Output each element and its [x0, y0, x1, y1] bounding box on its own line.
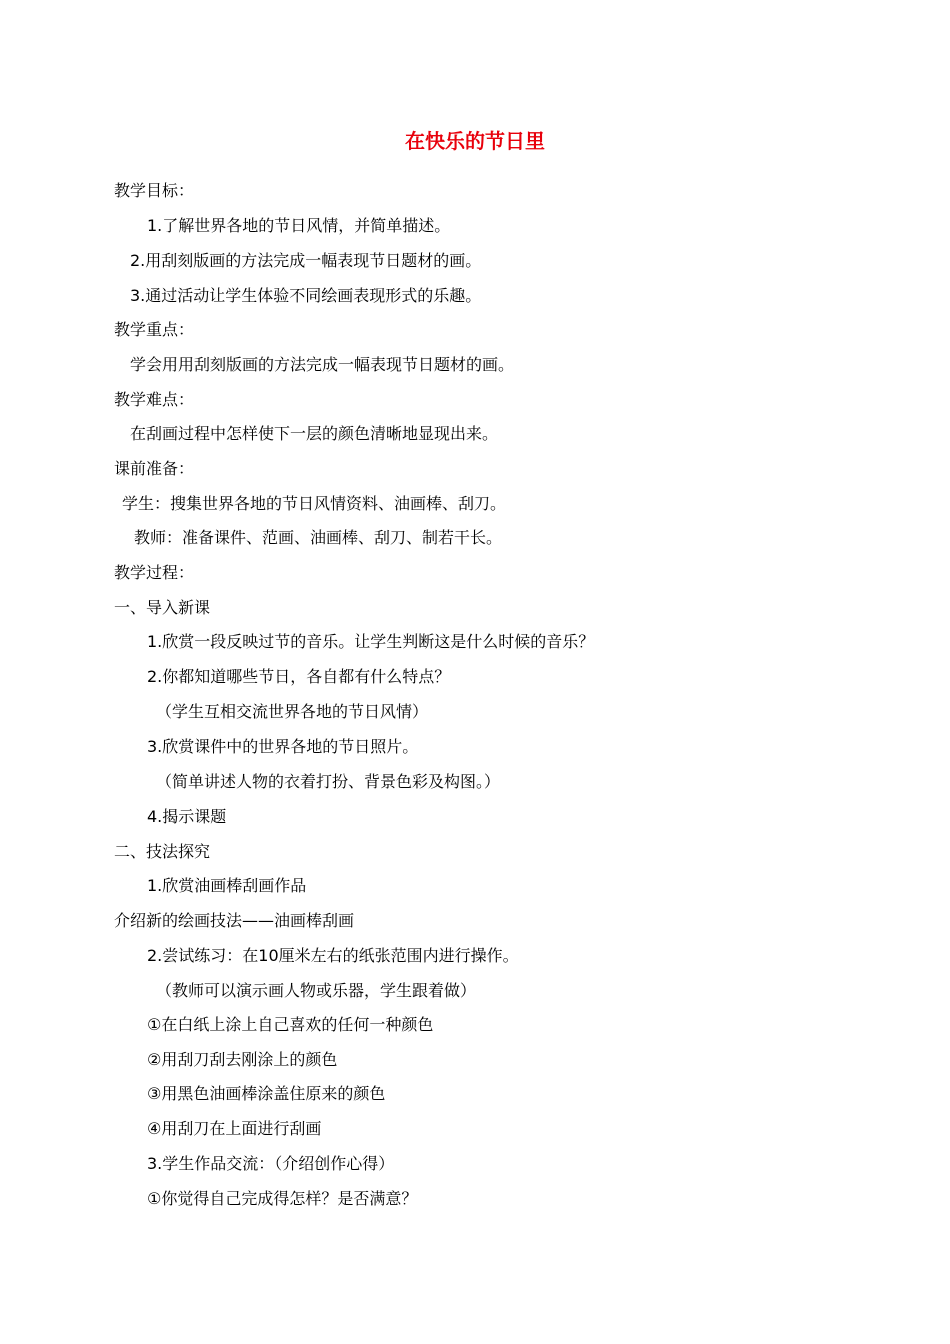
- process-part-1-heading: 一、导入新课: [114, 598, 211, 617]
- process-part-2-heading: 二、技法探究: [114, 842, 211, 861]
- list-item: 2.尝试练习：在10厘米左右的纸张范围内进行操作。: [147, 946, 519, 965]
- list-item-note: （教师可以演示画人物或乐器，学生跟着做）: [156, 981, 477, 1000]
- list-item: 4.揭示课题: [147, 807, 227, 826]
- difficulty-text: 在刮画过程中怎样使下一层的颜色清晰地显现出来。: [130, 424, 499, 443]
- list-item-note: （学生互相交流世界各地的节日风情）: [156, 702, 429, 721]
- list-item: 3.学生作品交流：（介绍创作心得）: [147, 1154, 395, 1173]
- list-item-note: （简单讲述人物的衣着打扮、背景色彩及构图。）: [156, 772, 501, 791]
- list-item: 1.欣赏一段反映过节的音乐。让学生判断这是什么时候的音乐？: [147, 632, 595, 651]
- objective-item-2: 2.用刮刻版画的方法完成一幅表现节日题材的画。: [130, 251, 482, 270]
- objective-item-1: 1.了解世界各地的节日风情，并简单描述。: [147, 216, 451, 235]
- preparation-students: 学生：搜集世界各地的节日风情资料、油画棒、刮刀。: [122, 494, 507, 513]
- step-item: ④用刮刀在上面进行刮画: [147, 1119, 322, 1138]
- preparation-teacher: 教师：准备课件、范画、油画棒、刮刀、制若干长。: [134, 528, 503, 547]
- step-item: ②用刮刀刮去刚涂上的颜色: [147, 1050, 338, 1069]
- technique-intro: 介绍新的绘画技法——油画棒刮画: [114, 911, 355, 930]
- key-point-text: 学会用用刮刻版画的方法完成一幅表现节日题材的画。: [130, 355, 515, 374]
- page-title: 在快乐的节日里: [405, 129, 545, 153]
- step-item: ③用黑色油画棒涂盖住原来的颜色: [147, 1084, 386, 1103]
- section-heading-difficulties: 教学难点：: [114, 390, 195, 409]
- section-heading-objectives: 教学目标：: [114, 181, 195, 200]
- question-item: ①你觉得自己完成得怎样？是否满意？: [147, 1189, 418, 1208]
- list-item: 2.你都知道哪些节日，各自都有什么特点？: [147, 667, 451, 686]
- section-heading-preparation: 课前准备：: [114, 459, 195, 478]
- objective-item-3: 3.通过活动让学生体验不同绘画表现形式的乐趣。: [130, 286, 482, 305]
- step-item: ①在白纸上涂上自己喜欢的任何一种颜色: [147, 1015, 434, 1034]
- section-heading-process: 教学过程：: [114, 563, 195, 582]
- section-heading-key-points: 教学重点：: [114, 320, 195, 339]
- list-item: 3.欣赏课件中的世界各地的节日照片。: [147, 737, 419, 756]
- list-item: 1.欣赏油画棒刮画作品: [147, 876, 307, 895]
